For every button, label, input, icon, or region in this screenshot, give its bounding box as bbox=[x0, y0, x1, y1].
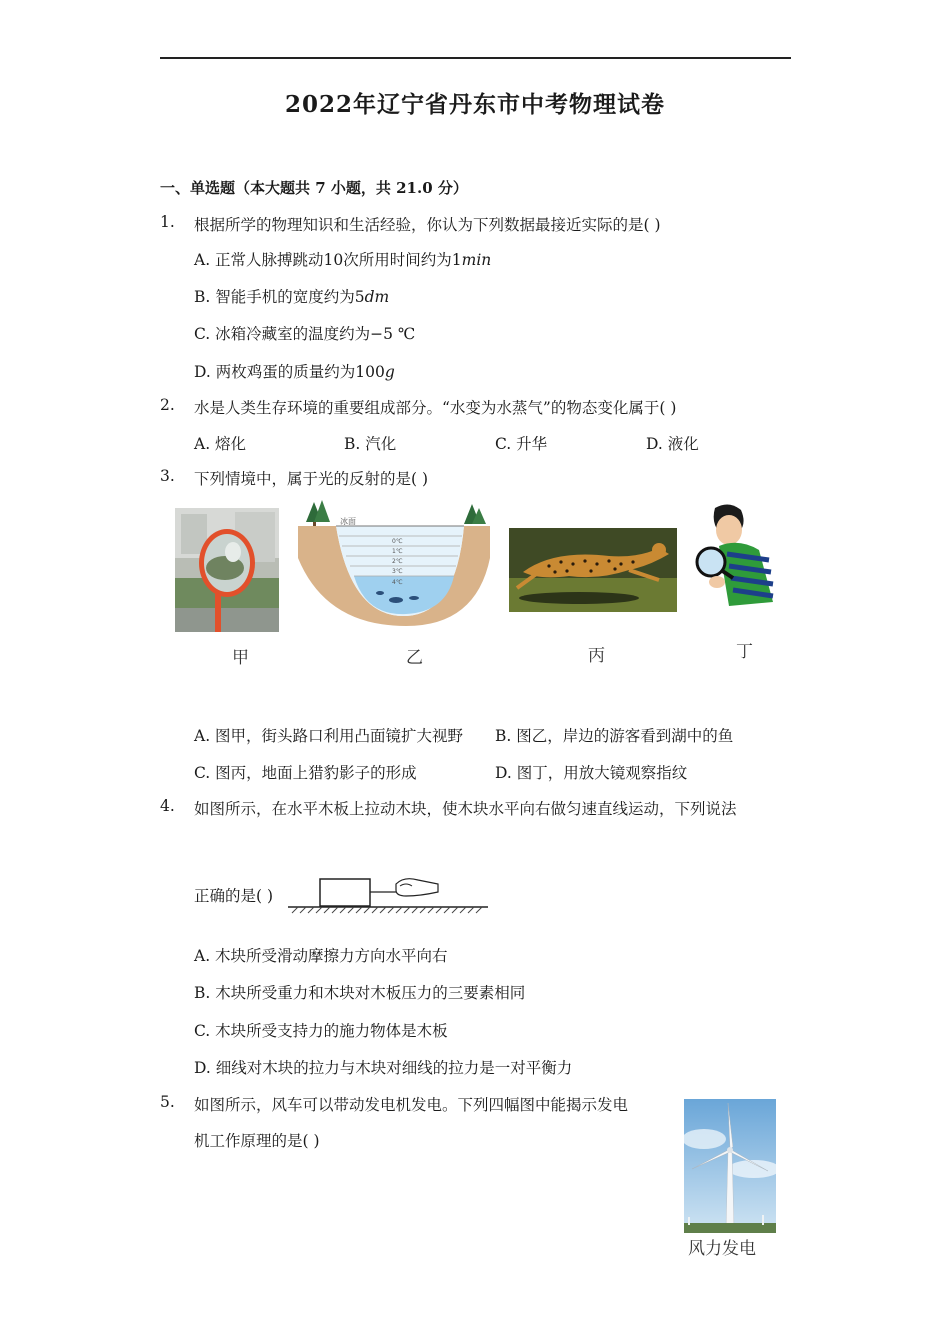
q2-option-b[interactable]: B. 汽化 bbox=[344, 435, 397, 453]
top-rule bbox=[160, 57, 791, 59]
q1-option-b-text: B. 智能手机的宽度约为5 bbox=[194, 288, 365, 306]
q3-option-a[interactable]: A. 图甲，街头路口利用凸面镜扩大视野 bbox=[194, 727, 464, 745]
section-heading: 一、单选题（本大题共 7 小题，共 21.0 分） bbox=[160, 179, 468, 197]
q4-stem-continued: 正确的是( ) bbox=[194, 887, 274, 905]
q2-option-c[interactable]: C. 升华 bbox=[495, 435, 548, 453]
lake-temp-3: 3℃ bbox=[392, 568, 403, 575]
q1-option-a-text: A. 正常人脉搏跳动10次所用时间约为1 bbox=[194, 251, 462, 269]
q3-option-c[interactable]: C. 图丙，地面上猎豹影子的形成 bbox=[194, 764, 417, 782]
q5-stem: 如图所示，风车可以带动发电机发电。下列四幅图中能揭示发电 bbox=[194, 1096, 629, 1114]
page-title: 2022年辽宁省丹东市中考物理试卷 bbox=[284, 91, 665, 118]
q5-stem-continued: 机工作原理的是( ) bbox=[194, 1132, 320, 1150]
q5-number: 5. bbox=[160, 1093, 175, 1111]
caption-yi: 乙 bbox=[406, 648, 423, 668]
q4-option-d[interactable]: D. 细线对木块的拉力与木块对细线的拉力是一对平衡力 bbox=[194, 1059, 573, 1077]
q3-option-b[interactable]: B. 图乙，岸边的游客看到湖中的鱼 bbox=[495, 727, 734, 745]
q1-number: 1. bbox=[160, 213, 175, 231]
lake-ice-label: 冰面 bbox=[340, 517, 356, 526]
q1-option-a[interactable] bbox=[194, 248, 491, 270]
q2-number: 2. bbox=[160, 396, 175, 414]
q3-stem: 下列情境中，属于光的反射的是( ) bbox=[194, 470, 429, 488]
q4-option-a[interactable]: A. 木块所受滑动摩擦力方向水平向右 bbox=[194, 947, 448, 965]
lake-temp-0: 0℃ bbox=[392, 538, 403, 545]
q3-number: 3. bbox=[160, 467, 175, 485]
q2-option-d[interactable]: D. 液化 bbox=[646, 435, 699, 453]
q1-option-d[interactable] bbox=[194, 360, 395, 382]
caption-ding: 丁 bbox=[736, 642, 753, 662]
figure-wind-turbine bbox=[684, 1099, 776, 1233]
q1-option-d-unit: g bbox=[384, 363, 395, 381]
q1-option-c[interactable]: C. 冰箱冷藏室的温度约为−5 ℃ bbox=[194, 325, 416, 343]
caption-jia: 甲 bbox=[232, 648, 249, 668]
q1-option-d-text: D. 两枚鸡蛋的质量约为100 bbox=[194, 363, 385, 381]
q4-stem: 如图所示，在水平木板上拉动木块，使木块水平向右做匀速直线运动，下列说法 bbox=[194, 800, 737, 818]
q4-option-c[interactable]: C. 木块所受支持力的施力物体是木板 bbox=[194, 1022, 448, 1040]
lake-temp-2: 2℃ bbox=[392, 558, 403, 565]
lake-temp-1: 1℃ bbox=[392, 548, 403, 555]
q1-option-b[interactable] bbox=[194, 285, 389, 307]
caption-bing: 丙 bbox=[588, 646, 605, 666]
q1-option-a-unit: min bbox=[461, 251, 492, 269]
figure-convex-mirror bbox=[175, 508, 279, 632]
q2-stem: 水是人类生存环境的重要组成部分。“水变为水蒸气”的物态变化属于( ) bbox=[194, 399, 677, 417]
q2-option-a[interactable]: A. 熔化 bbox=[194, 435, 247, 453]
q1-stem: 根据所学的物理知识和生活经验，你认为下列数据最接近实际的是( ) bbox=[194, 216, 661, 234]
q4-number: 4. bbox=[160, 797, 175, 815]
lake-temp-4: 4℃ bbox=[392, 579, 403, 586]
q3-option-d[interactable]: D. 图丁，用放大镜观察指纹 bbox=[495, 764, 688, 782]
q1-option-b-unit: dm bbox=[364, 288, 390, 306]
figure-cheetah bbox=[509, 528, 677, 612]
figure-frozen-lake bbox=[296, 498, 492, 628]
q4-option-b[interactable]: B. 木块所受重力和木块对木板压力的三要素相同 bbox=[194, 984, 526, 1002]
figure-boy-magnifier bbox=[689, 502, 779, 614]
turbine-caption: 风力发电 bbox=[688, 1239, 756, 1259]
figure-block-on-board bbox=[288, 862, 492, 916]
